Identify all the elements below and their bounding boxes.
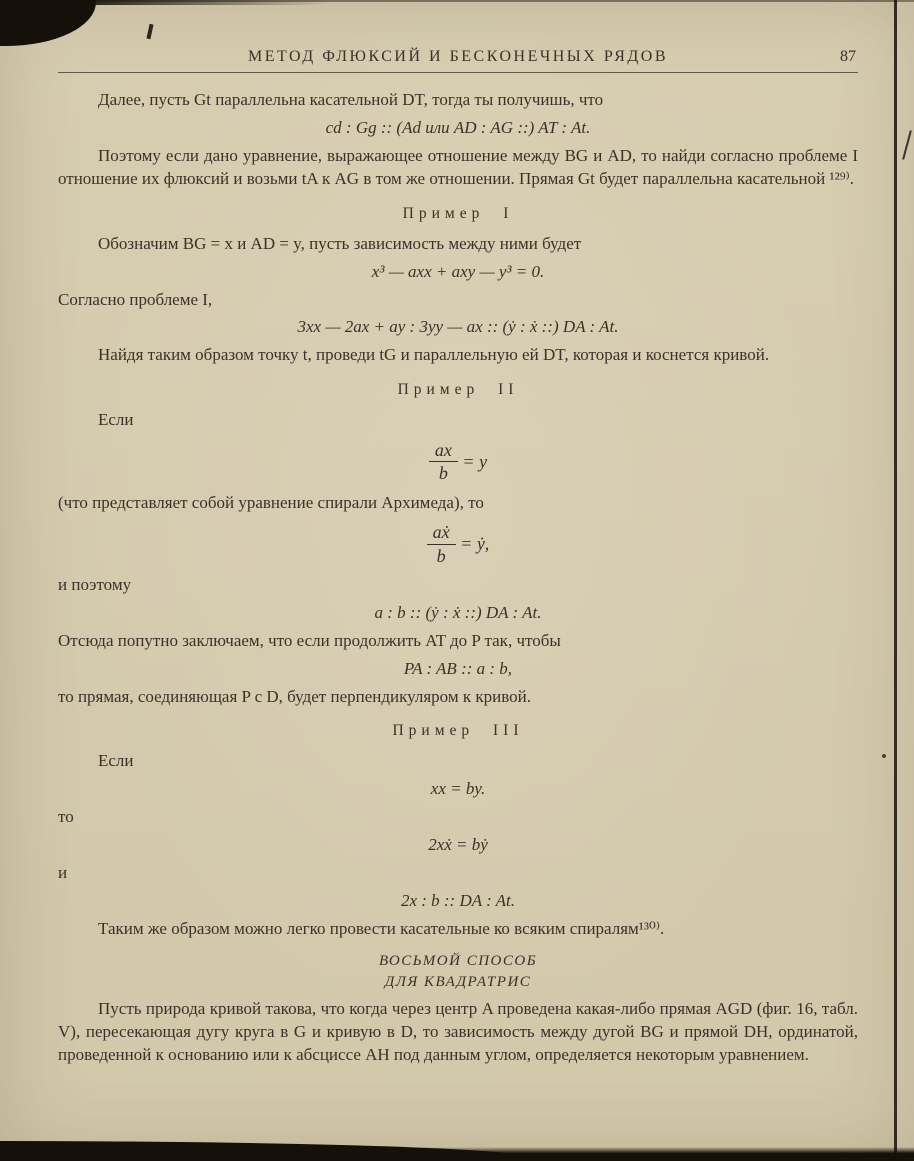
page-content: [58, 89, 858, 1067]
scan-right-margin: [897, 0, 914, 1161]
example-2-heading: Пример II: [397, 381, 519, 399]
example-3-heading: Пример III: [392, 722, 524, 740]
running-title: МЕТОД ФЛЮКСИЙ И БЕСКОНЕЧНЫХ РЯДОВ: [247, 48, 669, 65]
paragraph-perpendicular: то прямая, соединяющая P с D, будет перпендикуляром к кривой.: [58, 686, 531, 706]
scan-bottom-corner-shadow: [0, 1141, 530, 1161]
paragraph-produce: Отсюда попутно заключаем, что если продолжить AT до P так, чтобы: [58, 630, 561, 650]
fraction-rhs: = ẏ,: [460, 533, 490, 554]
paragraph-intro: Далее, пусть Gt параллельна касательной DT, тогда ты получишь, что: [98, 90, 604, 109]
formula-2x-b: 2x : b :: DA : At.: [400, 891, 516, 911]
page-header: [58, 0, 858, 73]
fraction-numerator: aẋ: [427, 522, 456, 544]
fraction: [429, 440, 458, 483]
formula-spiral: [58, 440, 858, 483]
paragraph-spiral: (что представляет собой уравнение спирали Архимеда), то: [58, 492, 484, 512]
fraction-numerator: ax: [429, 440, 458, 462]
formula-fluxions: 3xx — 2ax + ay : 3yy — ax :: (ẏ : ẋ ::) DA : At.: [297, 317, 619, 337]
paragraph-and: и: [58, 863, 68, 883]
formula-2xx-by: 2xẋ = bẏ: [428, 835, 488, 855]
paragraph-point: Найдя таким образом точку t, проведи tG и параллельную ей DT, которая и коснется кривой.: [98, 345, 770, 365]
paragraph-if-1: Если: [98, 410, 134, 430]
formula-xx-by: xx = by.: [430, 779, 486, 799]
paragraph-final: Пусть природа кривой такова, что когда через центр A проведена какая-либо прямая AGD (фиг. 16, табл. V), пересекающая дугу круга в G и кривую в D, то зависимость между дугой BG и прямой DH, ординатой, проведенной к основанию или к абсциссе AH под данным углом, определяется некоторым уравнением.: [58, 999, 858, 1065]
paragraph-therefore-2: и поэтому: [58, 574, 132, 594]
scan-right-edge-line: [894, 0, 897, 1161]
paragraph-if-2: Если: [98, 751, 134, 771]
formula-cubic: x³ — axx + axy — y³ = 0.: [371, 261, 545, 281]
formula-pa-ab: PA : AB :: a : b,: [403, 658, 513, 678]
scan-dot: [882, 754, 886, 758]
fraction-denominator: b: [436, 545, 446, 566]
method-8-heading: ВОСЬМОЙ СПОСОБ: [378, 952, 538, 969]
fraction-rhs: = y: [462, 451, 488, 472]
formula-spiral-fluxion: [58, 522, 858, 565]
paragraph-therefore: Поэтому если дано уравнение, выражающее отношение между BG и AD, то найди согласно проблеме I отношение их флюксий и возьми tA к AG в том же отношении. Прямая Gt будет параллельна касательной ¹²⁹⁾.: [58, 145, 858, 188]
quadratrix-heading: ДЛЯ КВАДРАТРИС: [384, 974, 532, 991]
fraction: [427, 522, 456, 565]
paragraph-denote: Обозначим BG = x и AD = y, пусть зависимость между ними будет: [98, 233, 582, 253]
paragraph-according: Согласно проблеме I,: [58, 289, 213, 309]
example-1-heading: Пример I: [402, 204, 514, 222]
paragraph-spirals: Таким же образом можно легко провести касательные ко всяким спиралям¹³⁰⁾.: [98, 919, 665, 939]
paragraph-then: то: [58, 807, 74, 827]
formula-ab: a : b :: (ẏ : ẋ ::) DA : At.: [374, 602, 542, 622]
fraction-denominator: b: [438, 463, 448, 484]
page-number: 87: [840, 48, 856, 65]
formula-ratio: cd : Gg :: (Ad или AD : AG ::) AT : At.: [325, 117, 591, 137]
